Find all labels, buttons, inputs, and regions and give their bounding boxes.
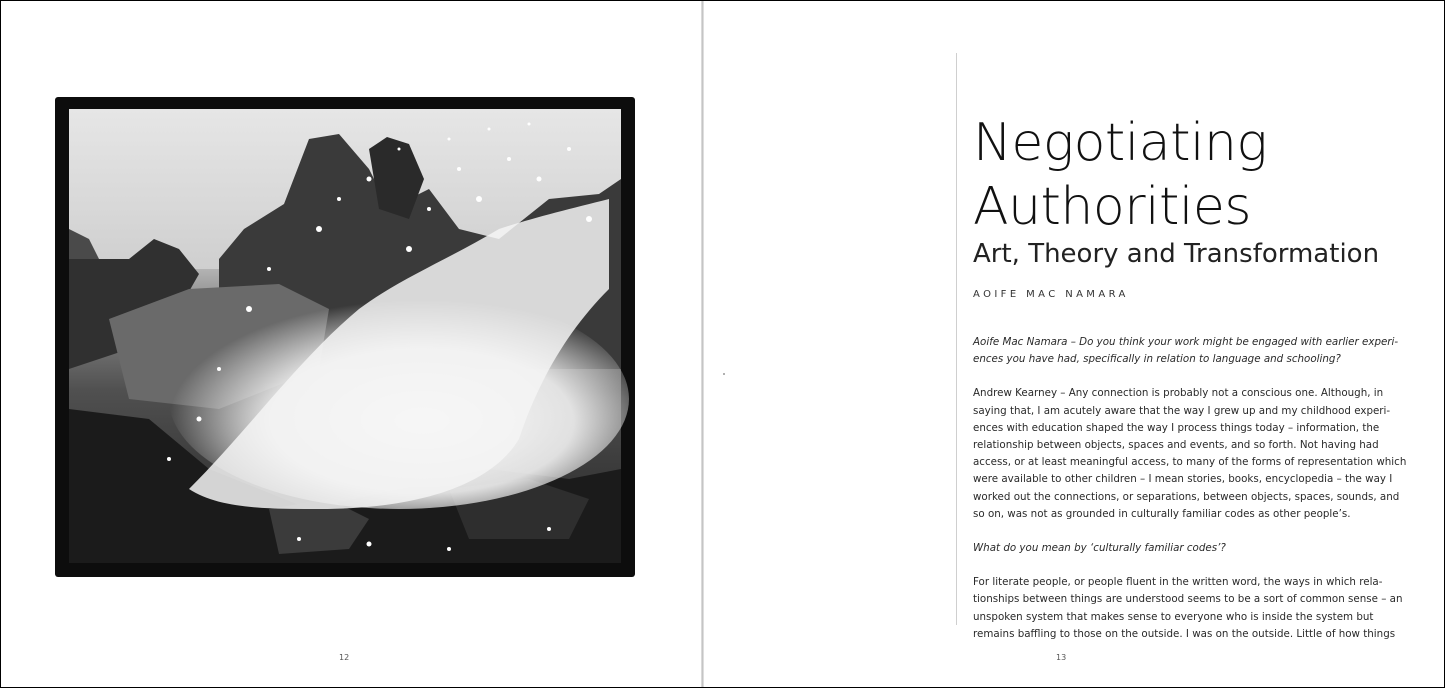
- photograph-frame: [55, 97, 635, 577]
- text-line: tionships between things are understood seems to be a sort of common sense – an: [973, 593, 1403, 606]
- text-line: ences you have had, specifically in relation to language and schooling?: [973, 353, 1341, 366]
- text-line: so on, was not as grounded in culturally familiar codes as other people’s.: [973, 507, 1351, 520]
- text-line: What do you mean by ‘culturally familiar codes’?: [973, 542, 1226, 555]
- text-line: Aoife Mac Namara – Do you think your work might be engaged with earlier experi-: [973, 336, 1399, 348]
- text-line: remains baffling to those on the outside. I was on the outside. Little of how things: [973, 627, 1396, 640]
- paper-mark: [723, 373, 725, 375]
- margin-rule: [956, 53, 957, 625]
- title-line-1: Negotiating: [973, 113, 1268, 173]
- article-subtitle: Art, Theory and Transformation: [973, 239, 1380, 269]
- text-line: saying that, I am acutely aware that the way I grew up and my childhood experi-: [973, 404, 1391, 417]
- article-body: [973, 334, 1407, 660]
- text-line: For literate people, or people fluent in the written word, the ways in which rela-: [973, 576, 1383, 589]
- title-line-2: Authorities: [973, 177, 1251, 237]
- interview-answer: [973, 574, 1403, 643]
- text-line: were available to other children – I mean stories, books, encyclopedia – the way I: [973, 473, 1393, 486]
- text-line: access, or at least meaningful access, to many of the forms of representation which: [973, 456, 1407, 469]
- text-line: Andrew Kearney – Any connection is probably not a conscious one. Although, in: [973, 387, 1384, 400]
- author-byline: AOIFE MAC NAMARA: [973, 289, 1129, 300]
- body-text-area: [973, 334, 1407, 640]
- interview-answer: [973, 385, 1407, 523]
- photograph: [69, 109, 621, 563]
- page-number-left: 12: [339, 653, 350, 662]
- text-line: unspoken system that makes sense to everyone who is inside the system but: [973, 610, 1374, 623]
- book-gutter: [701, 1, 704, 687]
- page-number-right: 13: [1056, 653, 1067, 662]
- text-line: relationship between objects, spaces and events, and so forth. Not having had: [973, 439, 1379, 452]
- interview-question: [973, 334, 1399, 368]
- text-line: worked out the connections, or separations, between objects, spaces, sounds, and: [973, 490, 1400, 503]
- text-line: ences with education shaped the way I process things today – information, the: [973, 421, 1380, 434]
- article-title: [973, 111, 1267, 239]
- interview-question: [973, 540, 1353, 557]
